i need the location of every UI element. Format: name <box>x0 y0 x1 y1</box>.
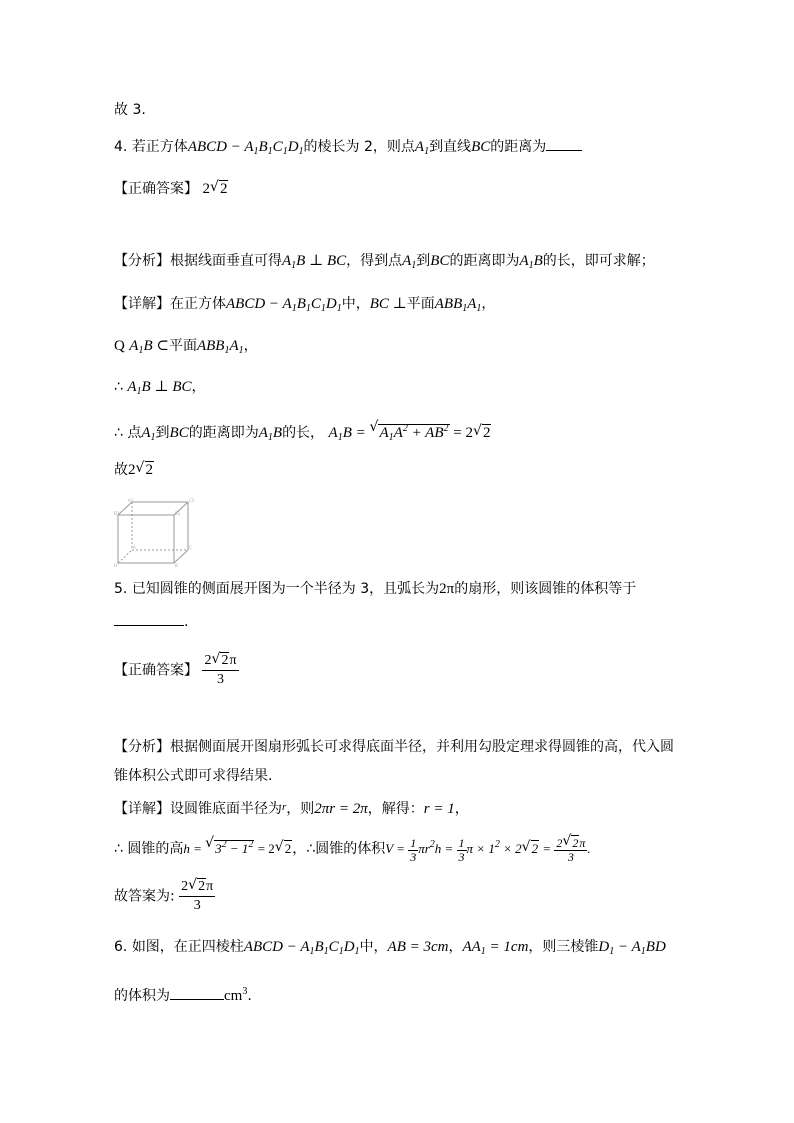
edge-aa1: $AA_1 = 1cm$ <box>462 939 529 957</box>
analysis-text: 的距离即为 <box>449 253 520 269</box>
point-label: $A_1$ <box>414 139 430 157</box>
question-text: ，则三棱锥 <box>528 939 599 955</box>
answer-fraction: 2 √ 2π 3 <box>181 877 214 913</box>
answer-value: 2 √ 2 <box>128 460 153 478</box>
question-text: 到直线 <box>429 139 472 155</box>
point-label: $A_1$ <box>402 253 417 271</box>
analysis-text: 的长，即可求解； <box>542 253 655 269</box>
question-5 <box>114 579 636 599</box>
analysis-text: ，得到点 <box>346 253 403 269</box>
plane-label: $ABB_1A_1$ <box>196 338 244 356</box>
q4-analysis <box>114 251 655 276</box>
q5-detail <box>114 797 469 819</box>
detail-text: ， <box>243 338 258 354</box>
detail-text: 在正方体 <box>170 296 226 312</box>
since-symbol: Q <box>114 338 125 354</box>
q5-answer <box>114 652 239 689</box>
detail-text: 圆锥的体积 <box>315 841 386 857</box>
volume-equation: V = $\frac{1}{3}$ $\pi r^2h$ = $\frac{1}{3}$ $\pi \times 1^2 \times 2$ √ 2 = 2 √ 2π 3 . <box>385 832 591 864</box>
line-label: BC <box>169 425 189 441</box>
detail-text: ，∴ <box>292 841 316 857</box>
vertex-label: A1 <box>128 498 134 503</box>
vertex-label: D1 <box>114 511 120 516</box>
cube-front-face <box>118 515 174 563</box>
pyramid-name: $D_1 - A_1BD$ <box>598 939 666 957</box>
question-text: 的扇形，则该圆锥的体积等于 <box>454 581 637 597</box>
q5-step-2 <box>114 832 591 864</box>
analysis-text: 到 <box>416 253 431 269</box>
radius-value: r = 1 <box>423 801 455 817</box>
question-text: 已知圆锥的侧面展开图为一个半径为 3，且弧长为 <box>131 581 440 597</box>
question-text: 的体积为 <box>114 988 170 1004</box>
therefore-symbol: ∴ <box>114 425 123 441</box>
answer-blank[interactable] <box>170 985 224 1000</box>
unit-label: $cm^3$ <box>224 986 248 1004</box>
solid-name: ABCD − $A_1B_1C_1D_1$ <box>226 296 342 314</box>
radius-symbol: r <box>282 801 287 813</box>
edge-ab: AB = 3cm <box>387 939 449 955</box>
detail-label: 【详解】 <box>114 801 170 817</box>
perp-relation: $A_1B$ ⊥ BC <box>127 379 192 397</box>
vertex-label: D <box>114 563 118 568</box>
detail-text: 点 <box>127 425 142 441</box>
plane-label: $ABB_1A_1$ <box>434 296 482 314</box>
answer-label: 【正确答案】 <box>114 662 198 679</box>
answer-blank[interactable] <box>114 611 184 626</box>
answer-label: 【正确答案】 <box>114 181 198 197</box>
detail-text: ， <box>191 379 206 395</box>
vertex-label: B1 <box>175 511 181 516</box>
detail-text: 设圆锥底面半径为 <box>170 801 282 817</box>
therefore-symbol: ∴ <box>114 379 123 395</box>
question-6 <box>114 937 666 962</box>
analysis-label: 【分析】 <box>114 739 170 755</box>
answer-fraction: 2 √ 2π 3 <box>204 651 237 687</box>
detail-text: ，则 <box>286 801 315 817</box>
detail-text: 中， <box>341 296 370 312</box>
cube-diagram <box>114 497 194 569</box>
answer-blank[interactable] <box>546 136 582 151</box>
point-label: $A_1$ <box>141 425 156 443</box>
detail-text: ， <box>454 801 469 817</box>
question-6-cont <box>114 982 252 1006</box>
q5-conclusion <box>114 878 215 915</box>
analysis-text: 根据线面垂直可得 <box>170 253 282 269</box>
analysis-label: 【分析】 <box>114 253 170 269</box>
conclusion-text: 故答案为: <box>114 888 175 905</box>
perp-relation: $A_1B$ ⊥ BC <box>282 253 347 271</box>
question-number: 4. <box>114 139 128 155</box>
segment-label: $A_1B$ <box>519 253 543 271</box>
question-number: 5. <box>114 581 128 597</box>
question-text: 中， <box>359 939 388 955</box>
answer-line-q3 <box>114 100 146 120</box>
q4-answer <box>114 179 228 199</box>
subset-relation: $A_1B$ ⊂ <box>129 338 169 356</box>
analysis-text: 锥体积公式即可求得结果. <box>114 768 273 784</box>
line-label: BC <box>471 139 491 155</box>
cube-figure <box>114 497 194 573</box>
solid-name: ABCD − $A_1B_1C_1D_1$ <box>187 139 304 157</box>
detail-text: 的距离即为 <box>188 425 259 441</box>
question-text: 若正方体 <box>131 139 188 155</box>
vertex-label: C <box>189 545 192 550</box>
question-text: 如图，在正四棱柱 <box>131 939 244 955</box>
vertex-label: A <box>133 545 136 550</box>
detail-label: 【详解】 <box>114 296 170 312</box>
q4-step-3 <box>114 377 205 402</box>
detail-text: ， <box>481 296 496 312</box>
detail-text: 到 <box>155 425 170 441</box>
arc-length: 2π <box>439 581 455 597</box>
detail-text: ，解得： <box>367 801 424 817</box>
analysis-text: 根据侧面展开图扇形弧长可求得底面半径，并利用勾股定理求得圆锥的高，代入圆 <box>170 739 674 755</box>
conclusion-text: 故 3. <box>114 102 146 118</box>
q5-blank-line: . <box>114 611 188 632</box>
detail-text: 平面 <box>168 338 197 354</box>
question-number: 6. <box>114 939 128 955</box>
detail-text: 圆锥的高 <box>127 841 184 857</box>
height-equation: h = √ $3^2 - 1^2 = 2$ √ 2 <box>183 835 292 856</box>
therefore-symbol: ∴ <box>114 841 123 857</box>
conclusion-text: 故 <box>114 462 128 478</box>
vertex-label: B <box>175 563 178 568</box>
q4-step-2 <box>114 336 258 361</box>
question-text: 的棱长为 2，则点 <box>303 139 415 155</box>
arc-equation: 2πr = 2π <box>314 801 368 817</box>
question-text: . <box>247 988 252 1004</box>
question-text: ， <box>448 939 463 955</box>
detail-text: 的长， <box>282 425 325 441</box>
line-label: BC <box>430 253 450 269</box>
question-text: 的距离为 <box>490 139 547 155</box>
detail-text: 平面 <box>406 296 435 312</box>
q4-detail <box>114 294 495 319</box>
solid-name: ABCD − $A_1B_1C_1D_1$ <box>243 939 360 957</box>
q4-conclusion <box>114 460 154 480</box>
vertex-label: C1 <box>189 498 194 503</box>
segment-label: $A_1B$ <box>258 425 283 443</box>
answer-value: 2 √ 2 <box>202 179 228 197</box>
q4-step-4 <box>114 419 491 448</box>
q5-analysis-cont <box>114 766 272 786</box>
distance-equation: $A_1B$ = √ $A_1A^2 + AB^2 = 2$ √ 2 <box>328 419 491 443</box>
perp-relation: BC ⊥ <box>369 296 407 312</box>
q5-analysis <box>114 737 674 757</box>
question-4 <box>114 136 582 162</box>
